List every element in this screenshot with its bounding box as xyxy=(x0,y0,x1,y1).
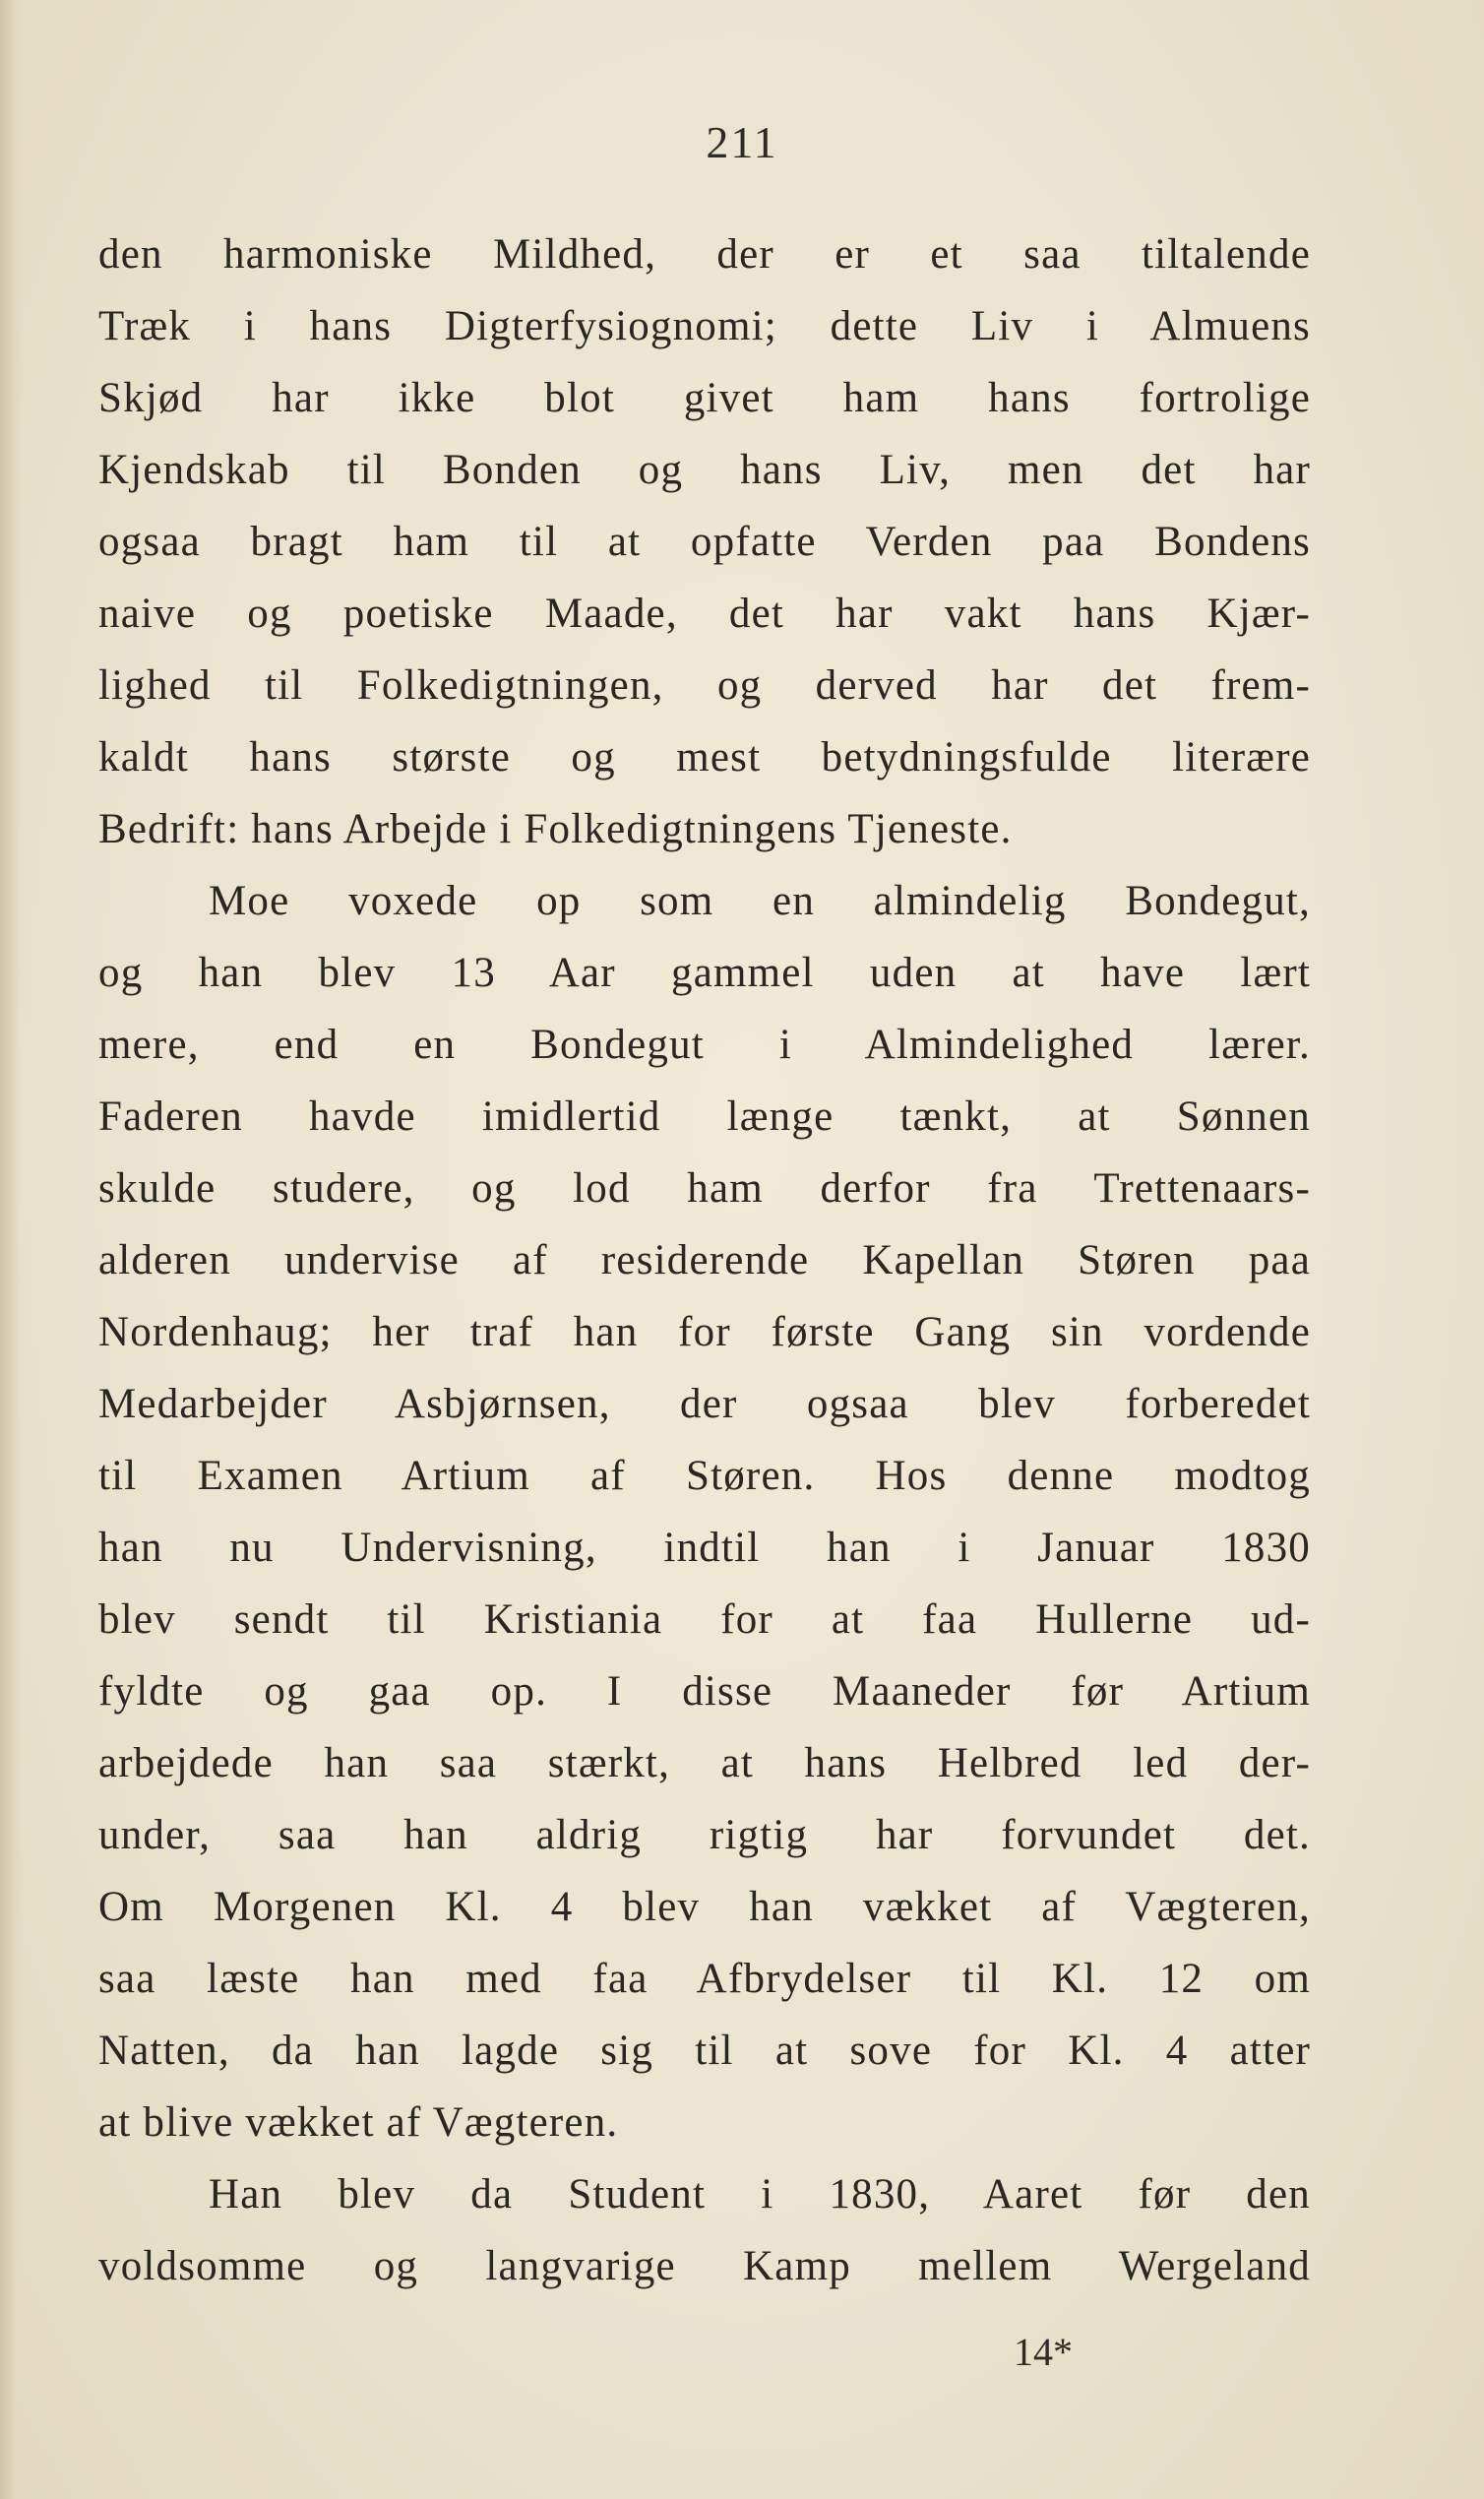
text-line: saa læste han med faa Afbrydelser til Kl. 12 om xyxy=(98,1956,1311,2002)
text-line: under, saa han aldrig rigtig har forvundet det. xyxy=(98,1812,1311,1858)
text-line: arbejdede han saa stærkt, at hans Helbred led der- xyxy=(98,1740,1311,1786)
text-line: Bedrift: hans Arbejde i Folkedigtningens Tjeneste. xyxy=(98,806,1013,852)
text-line: alderen undervise af residerende Kapellan Støren paa xyxy=(98,1237,1311,1283)
text-line: fyldte og gaa op. I disse Maaneder før Artium xyxy=(98,1668,1311,1715)
text-line: lighed til Folkedigtningen, og derved har det frem- xyxy=(98,662,1311,709)
text-line: Træk i hans Digterfysiognomi; dette Liv i Almuens xyxy=(98,303,1311,349)
text-line: og han blev 13 Aar gammel uden at have lært xyxy=(98,950,1311,996)
text-line: Kjendskab til Bonden og hans Liv, men det har xyxy=(98,447,1311,493)
text-line: Moe voxede op som en almindelig Bondegut, xyxy=(209,878,1311,924)
text-line: kaldt hans største og mest betydningsfulde literære xyxy=(98,734,1311,781)
text-line: ogsaa bragt ham til at opfatte Verden paa Bondens xyxy=(98,519,1311,565)
body-text xyxy=(98,219,1311,2302)
text-line: Han blev da Student i 1830, Aaret før den xyxy=(209,2171,1311,2218)
text-line: naive og poetiske Maade, det har vakt hans Kjær- xyxy=(98,591,1311,637)
text-line: Medarbejder Asbjørnsen, der ogsaa blev forberedet xyxy=(98,1381,1311,1427)
text-line: den harmoniske Mildhed, der er et saa tiltalende xyxy=(98,231,1311,278)
text-line: blev sendt til Kristiania for at faa Hullerne ud- xyxy=(98,1596,1311,1643)
text-line: skulde studere, og lod ham derfor fra Trettenaars- xyxy=(98,1165,1311,1212)
text-line: at blive vækket af Vægteren. xyxy=(98,2099,619,2146)
text-line: Om Morgenen Kl. 4 blev han vækket af Vægteren, xyxy=(98,1884,1311,1930)
page-number: 211 xyxy=(706,117,778,167)
text-line: Skjød har ikke blot givet ham hans fortrolige xyxy=(98,375,1311,421)
text-line: han nu Undervisning, indtil han i Januar 1830 xyxy=(98,1525,1311,1571)
text-line: voldsomme og langvarige Kamp mellem Wergeland xyxy=(98,2243,1311,2289)
text-line: Faderen havde imidlertid længe tænkt, at Sønnen xyxy=(98,1093,1311,1140)
signature-mark: 14* xyxy=(1014,2330,1073,2374)
page-edge xyxy=(0,0,22,2499)
text-line: Nordenhaug; her traf han for første Gang sin vordende xyxy=(98,1309,1311,1355)
text-line: mere, end en Bondegut i Almindelighed lærer. xyxy=(98,1022,1311,1068)
text-line: Natten, da han lagde sig til at sove for Kl. 4 atter xyxy=(98,2028,1311,2074)
text-line: til Examen Artium af Støren. Hos denne modtog xyxy=(98,1453,1311,1499)
